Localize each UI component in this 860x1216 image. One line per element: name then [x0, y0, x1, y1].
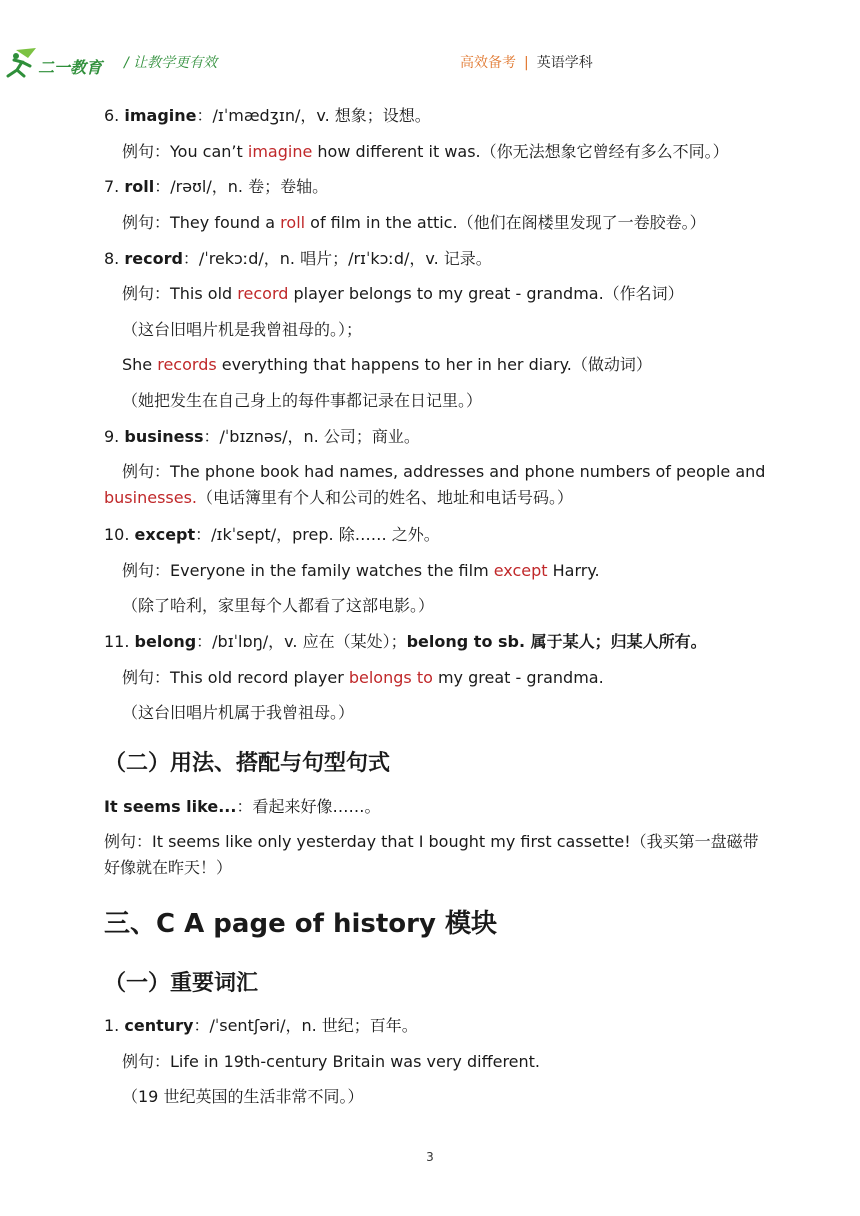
page-number: 3 — [426, 1150, 434, 1164]
section-heading: 三、C A page of history 模块 — [104, 909, 497, 939]
item-definition: ：/ˈsentʃəri/，n. 世纪；百年。 — [193, 1016, 418, 1035]
item-word: except — [134, 525, 196, 544]
phrase-text: It seems like... — [104, 797, 237, 816]
example-text: of film in the attic.（他们在阁楼里发现了一卷胶卷。） — [305, 213, 706, 232]
translation-belong: （这台旧唱片机属于我曾祖母。） — [122, 703, 355, 722]
vocab-subheading: （一）重要词汇 — [104, 971, 259, 996]
example-label: 例句： — [122, 213, 171, 232]
example-text: Everyone in the family watches the film — [170, 561, 494, 580]
example-highlight: except — [493, 561, 548, 580]
item-number: 11. — [104, 632, 135, 651]
example-highlight: record — [237, 284, 289, 303]
usage-heading: （二）用法、搭配与句型句式 — [104, 751, 391, 776]
vocab-belong — [104, 630, 707, 654]
vocab-century — [104, 1014, 418, 1038]
item-definition: ：/bɪˈlɒŋ/，v. 应在（某处）； — [196, 632, 407, 651]
example-highlight: belongs to — [348, 668, 433, 687]
example-business-cont — [104, 486, 573, 510]
item-definition: ：/ɪkˈsept/，prep. 除…… 之外。 — [195, 525, 440, 544]
item-word: business — [124, 427, 204, 446]
item-word: belong — [134, 632, 197, 651]
header-tag-b: 英语学科 — [536, 55, 593, 71]
page-header — [0, 40, 860, 80]
example-roll — [122, 211, 706, 235]
example-label: 例句： — [122, 142, 171, 161]
item-word: record — [124, 249, 183, 268]
vocab-imagine — [104, 104, 431, 128]
example-text: how different it was.（你无法想象它曾经有多么不同。） — [312, 142, 729, 161]
vocab-business — [104, 425, 420, 449]
example-highlight: businesses. — [104, 488, 197, 507]
example-record-verb — [122, 353, 652, 377]
example-text: You can’t — [170, 142, 248, 161]
header-right — [460, 52, 593, 72]
item-number: 1. — [104, 1016, 125, 1035]
item-definition: ：/ˈrekɔːd/，n. 唱片；/rɪˈkɔːd/，v. 记录。 — [182, 249, 492, 268]
example-highlight: records — [157, 355, 217, 374]
translation-century: （19 世纪英国的生活非常不同。） — [122, 1087, 364, 1106]
item-word: imagine — [124, 106, 197, 125]
header-tag-a: 高效备考 — [460, 55, 516, 71]
item-number: 7. — [104, 177, 125, 196]
usage-example-line2: 好像就在昨天！） — [104, 858, 233, 877]
item-definition-bold: belong to sb. 属于某人；归某人所有。 — [406, 632, 707, 651]
item-number: 6. — [104, 106, 125, 125]
item-definition: ：/ˈbɪznəs/，n. 公司；商业。 — [203, 427, 420, 446]
example-century: 例句：Life in 19th-century Britain was very different. — [122, 1052, 541, 1071]
example-text: player belongs to my great - grandma.（作名词） — [288, 284, 684, 303]
item-number: 8. — [104, 249, 125, 268]
example-label: 例句： — [122, 561, 171, 580]
item-number: 10. — [104, 525, 135, 544]
usage-example-line1: 例句：It seems like only yesterday that I bought my first cassette!（我买第一盘磁带 — [104, 832, 759, 851]
header-separator: | — [524, 55, 529, 71]
logo-text: 二一教育 — [38, 58, 103, 77]
example-label: 例句： — [122, 462, 171, 481]
translation-record-noun: （这台旧唱片机是我曾祖母的。）； — [122, 320, 363, 339]
example-business — [122, 460, 765, 484]
example-text: my great - grandma. — [432, 668, 604, 687]
item-word: century — [124, 1016, 194, 1035]
example-text: This old record player — [170, 668, 349, 687]
example-belong — [122, 666, 604, 690]
example-record-noun — [122, 282, 684, 306]
phrase-definition: ：看起来好像……。 — [236, 797, 381, 816]
example-text: （电话簿里有个人和公司的姓名、地址和电话号码。） — [197, 488, 574, 507]
example-label: 例句： — [122, 668, 171, 687]
example-except — [122, 559, 600, 583]
vocab-record — [104, 247, 492, 271]
vocab-roll — [104, 175, 328, 199]
example-text: They found a — [170, 213, 281, 232]
example-text: This old — [170, 284, 238, 303]
item-word: roll — [124, 177, 155, 196]
translation-record-verb: （她把发生在自己身上的每件事都记录在日记里。） — [122, 391, 483, 410]
example-highlight: roll — [280, 213, 306, 232]
usage-phrase — [104, 795, 380, 819]
example-text: She — [122, 355, 158, 374]
item-number: 9. — [104, 427, 125, 446]
translation-except: （除了哈利，家里每个人都看了这部电影。） — [122, 596, 435, 615]
item-definition: ：/rəʊl/，n. 卷；卷轴。 — [154, 177, 329, 196]
logo-icon — [2, 46, 122, 80]
example-text: everything that happens to her in her diary.（做动词） — [216, 355, 652, 374]
item-definition: ：/ɪˈmædʒɪn/，v. 想象；设想。 — [196, 106, 431, 125]
example-label: 例句： — [122, 284, 171, 303]
example-highlight: imagine — [247, 142, 313, 161]
example-text: Harry. — [547, 561, 600, 580]
header-slogan: / 让教学更有效 — [124, 55, 218, 71]
example-imagine — [122, 140, 729, 164]
vocab-except — [104, 523, 440, 547]
example-text: The phone book had names, addresses and phone numbers of people and — [170, 462, 766, 481]
